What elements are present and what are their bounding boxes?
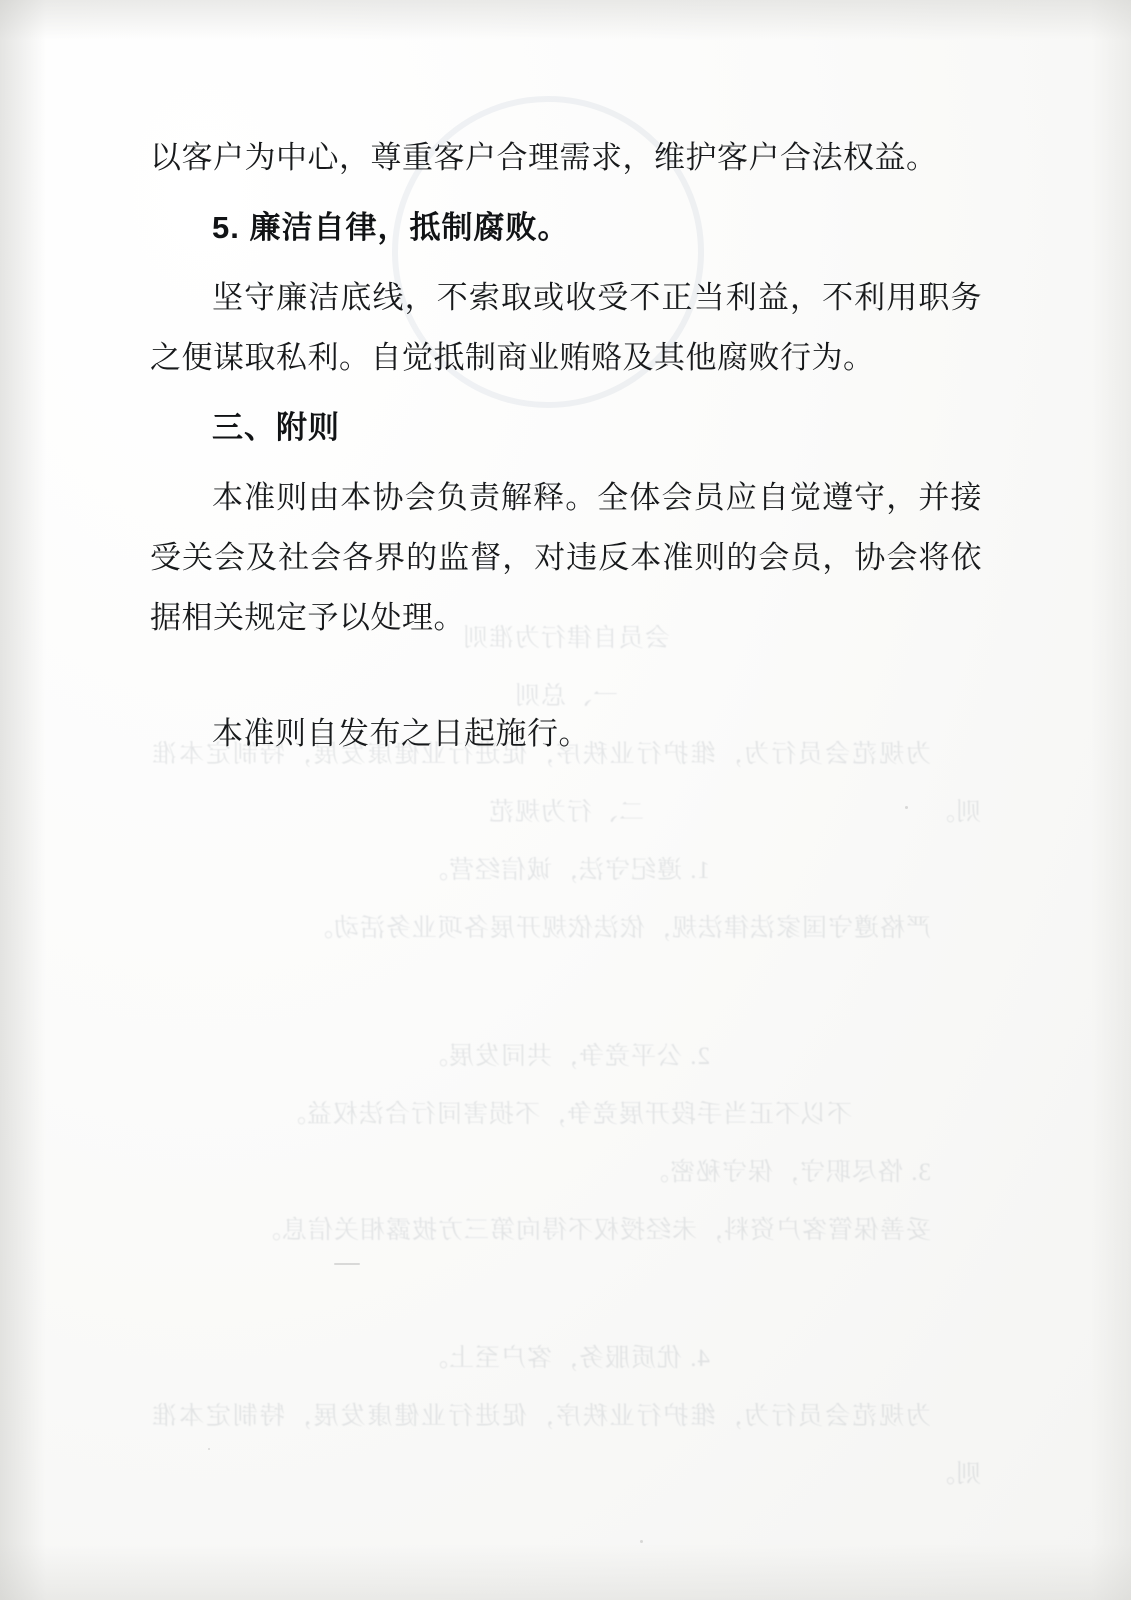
section-3-heading: 三、附则 bbox=[212, 410, 340, 445]
page-shadow-right bbox=[1091, 0, 1131, 1600]
page-shadow-top bbox=[0, 0, 1131, 40]
spacer bbox=[150, 458, 982, 468]
bleed-line: 妥善保管客户资料，未经授权不得向第三方披露相关信息。 bbox=[254, 1217, 931, 1244]
bleed-line: 1. 遵纪守法，诚信经营。 bbox=[422, 857, 711, 884]
bleed-line: 3. 恪尽职守，保守秘密。 bbox=[642, 1159, 931, 1186]
bleed-line: 会员自律行为准则 bbox=[462, 625, 671, 652]
bleed-line: 二、行为规范 bbox=[488, 799, 645, 826]
scan-speck bbox=[905, 806, 908, 809]
page-shadow-bottom bbox=[0, 1544, 1131, 1600]
continuation-line: 以客户为中心，尊重客户合理需求，维护客户合法权益。 bbox=[150, 140, 938, 175]
scan-speck bbox=[334, 1263, 360, 1265]
spacer bbox=[150, 188, 982, 198]
section-5-body: 坚守廉洁底线，不索取或收受不正当利益，不利用职务之便谋取私利。自觉抵制商业贿赂及其他腐败行为。 bbox=[150, 280, 982, 375]
bleed-line: 严格遵守国家法律法规，依法依规开展各项业务活动。 bbox=[306, 915, 931, 942]
section-5-heading: 5. 廉洁自律，抵制腐败。 bbox=[212, 210, 570, 245]
bleed-line: 4. 优质服务，客户至上。 bbox=[422, 1345, 711, 1372]
bleed-line: 一、总则 bbox=[514, 683, 619, 710]
document-body bbox=[150, 128, 982, 764]
scan-speck bbox=[640, 1540, 643, 1543]
bleed-line: 为规范会员行为，维护行业秩序，促进行业健康发展，特制定本准则。 bbox=[151, 1403, 981, 1488]
section-3-body: 本准则由本协会负责解释。全体会员应自觉遵守，并接受关会及社会各界的监督，对违反本准则的会员，协会将依据相关规定予以处理。 bbox=[150, 480, 982, 635]
bleed-line: 2. 公平竞争，共同发展。 bbox=[422, 1043, 711, 1070]
page-shadow-left bbox=[0, 0, 46, 1600]
spacer bbox=[150, 648, 982, 704]
spacer bbox=[150, 388, 982, 398]
spacer bbox=[150, 258, 982, 268]
effective-clause: 本准则自发布之日起施行。 bbox=[212, 716, 590, 751]
scan-speck bbox=[208, 1448, 210, 1450]
bleed-line: 不以不正当手段开展竞争，不损害同行合法权益。 bbox=[280, 1101, 853, 1128]
bleed-line: 为规范会员行为，维护行业秩序，促进行业健康发展，特制定本准则。 bbox=[151, 741, 981, 826]
